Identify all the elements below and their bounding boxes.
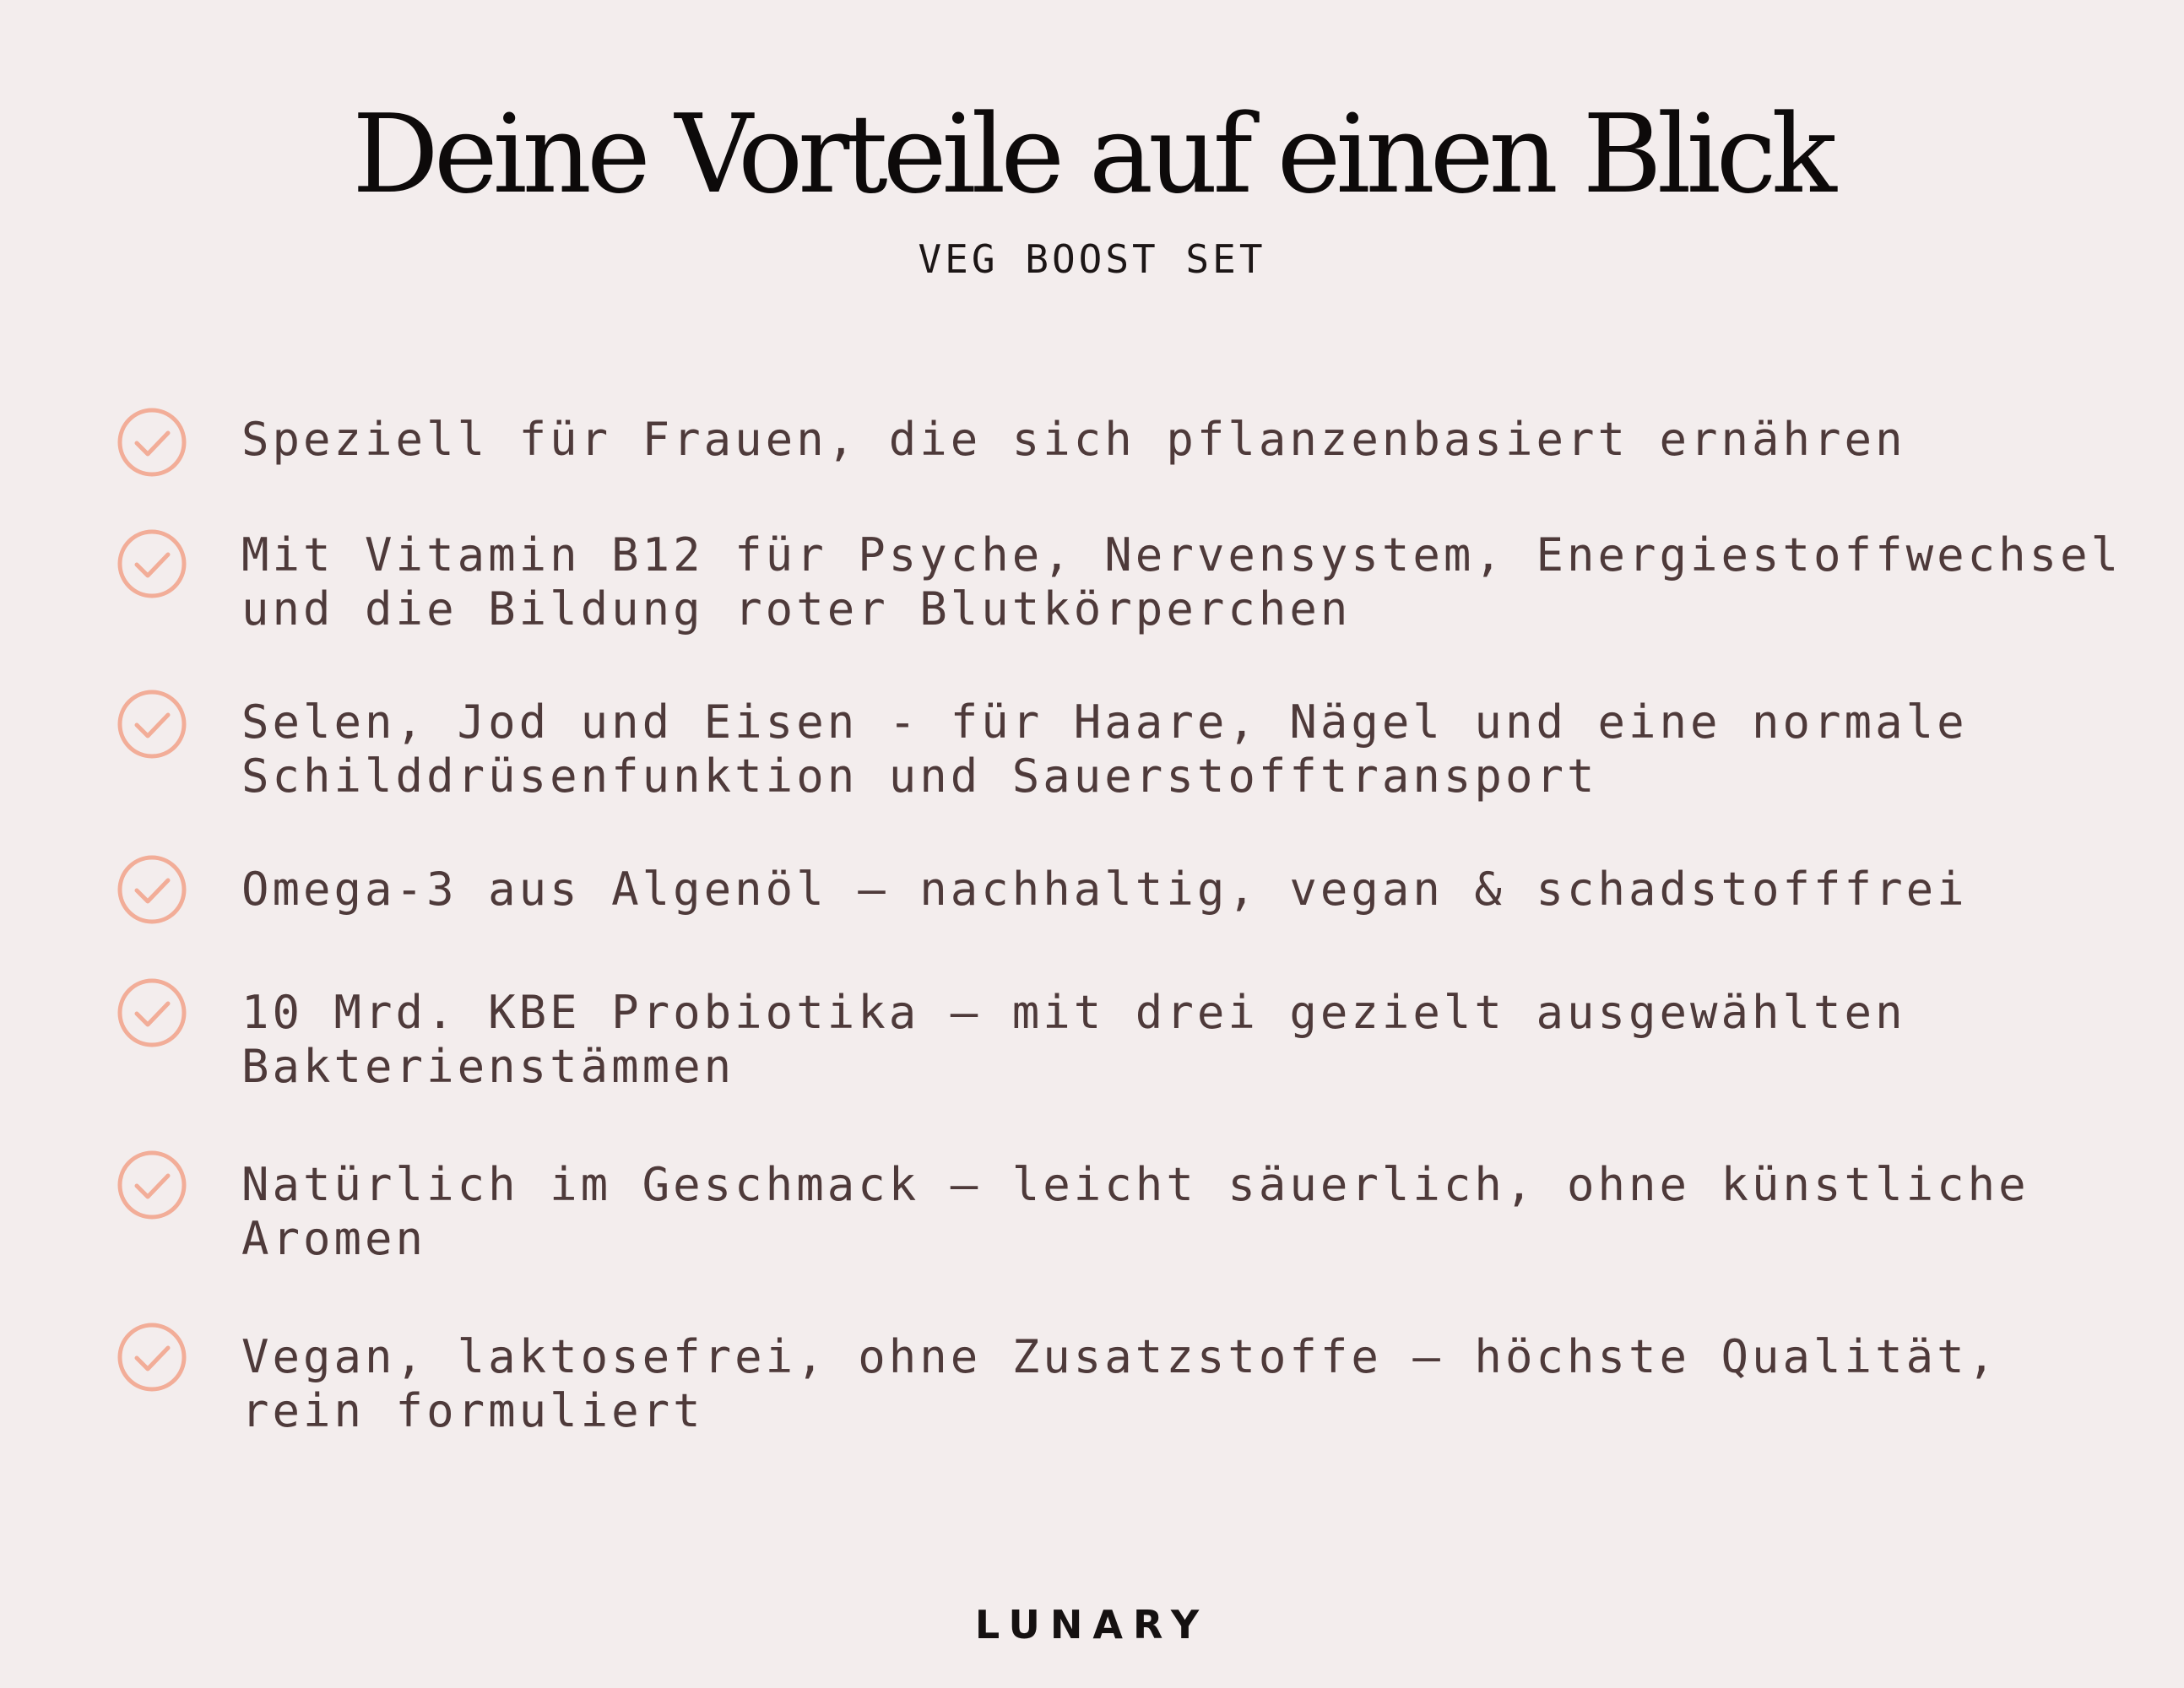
product-subtitle: VEG BOOST SET [918,236,1266,282]
check-circle-icon [117,407,187,478]
brand-logo: LUNARY [974,1602,1210,1647]
check-circle-icon [117,1322,187,1393]
page-title: Deine Vorteile auf einen Blick [352,92,1832,218]
check-circle-icon [117,854,187,925]
benefit-text: Mit Vitamin B12 für Psyche, Nervensystem, Energiestoffwechsel und die Bildung roter Blutkörperchen [241,528,2122,636]
benefit-text: Omega-3 aus Algenöl – nachhaltig, vegan & schadstofffrei [241,863,1968,916]
benefit-text: Natürlich im Geschmack – leicht säuerlich, ohne künstliche Aromen [241,1158,2030,1265]
benefit-text: Vegan, laktosefrei, ohne Zusatzstoffe – höchste Qualität, rein formuliert [241,1330,1999,1437]
benefit-text: Selen, Jod und Eisen - für Haare, Nägel und eine normale Schilddrüsenfunktion und Sauerstofftransport [241,695,1968,803]
benefit-text: Speziell für Frauen, die sich pflanzenbasiert ernähren [241,413,1906,466]
benefit-text: 10 Mrd. KBE Probiotika – mit drei gezielt ausgewählten Bakterienstämmen [241,986,1906,1093]
check-circle-icon [117,1150,187,1220]
check-circle-icon [117,528,187,599]
check-circle-icon [117,977,187,1048]
check-circle-icon [117,689,187,760]
